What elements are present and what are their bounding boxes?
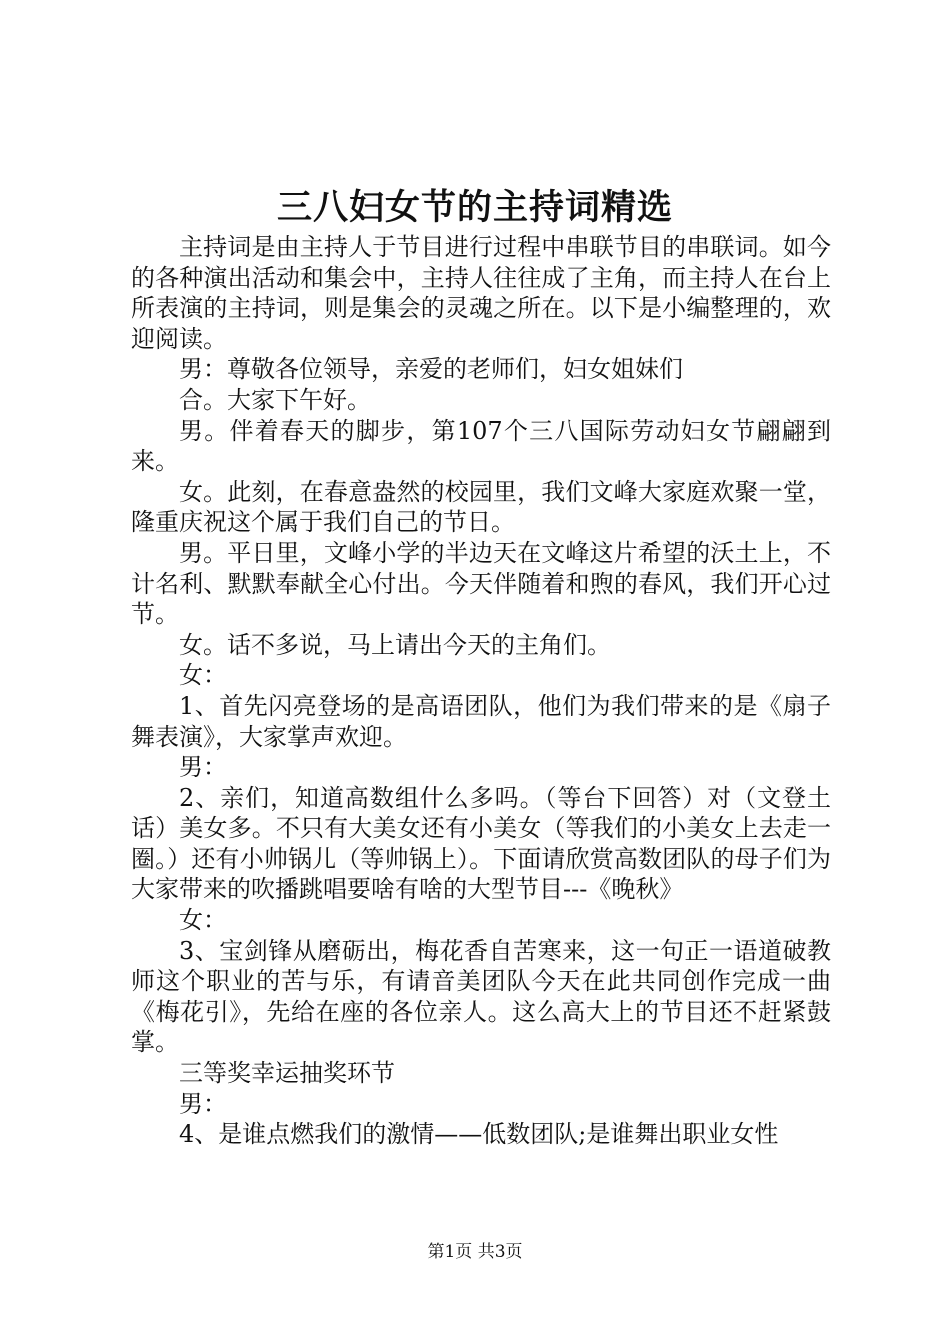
paragraph: 男： — [179, 753, 227, 782]
paragraph: 女： — [179, 906, 227, 935]
page-number: 第1页 共3页 — [427, 1242, 523, 1262]
paragraph: 男： — [179, 1089, 227, 1118]
paragraph: 三等奖幸运抽奖环节 — [179, 1059, 395, 1088]
paragraph: 4、是谁点燃我们的激情——低数团队;是谁舞出职业女性 — [179, 1120, 779, 1149]
document-title: 三八妇女节的主持词精选 — [276, 187, 673, 228]
paragraph: 3、宝剑锋从磨砺出，梅花香自苦寒来，这一句正一语道破教师这个职业的苦与乐，有请音美团队今天在此共同创作完成一曲《梅花引》，先给在座的各位亲人。这么高大上的节目还不赶紧鼓掌。 — [131, 936, 831, 1057]
paragraph: 男：尊敬各位领导，亲爱的老师们，妇女姐妹们 — [179, 355, 683, 384]
paragraph: 男。伴着春天的脚步，第107个三八国际劳动妇女节翩翩到来。 — [131, 416, 831, 476]
paragraph: 男。平日里，文峰小学的半边天在文峰这片希望的沃土上，不计名利、默默奉献全心付出。今天伴随着和煦的春风，我们开心过节。 — [131, 538, 831, 629]
paragraph: 女。话不多说，马上请出今天的主角们。 — [179, 630, 611, 659]
paragraph: 2、亲们，知道高数组什么多吗。（等台下回答）对（文登土话）美女多。不只有大美女还有小美女（等我们的小美女上去走一圈。）还有小帅锅儿（等帅锅上）。下面请欣赏高数团队的母子们为大家带来的吹播跳唱要啥有啥的大型节目---《晚秋》 — [131, 783, 831, 904]
paragraph: 1、首先闪亮登场的是高语团队，他们为我们带来的是《扇子舞表演》，大家掌声欢迎。 — [131, 691, 831, 751]
paragraph: 女： — [179, 661, 227, 690]
paragraph: 女。此刻，在春意盎然的校园里，我们文峰大家庭欢聚一堂，隆重庆祝这个属于我们自己的节日。 — [131, 477, 831, 537]
paragraph: 合。大家下午好。 — [179, 385, 371, 414]
paragraph: 主持词是由主持人于节目进行过程中串联节目的串联词。如今的各种演出活动和集会中，主持人往往成了主角，而主持人在台上所表演的主持词，则是集会的灵魂之所在。以下是小编整理的，欢迎阅读。 — [131, 233, 831, 353]
document-body — [131, 232, 831, 1150]
